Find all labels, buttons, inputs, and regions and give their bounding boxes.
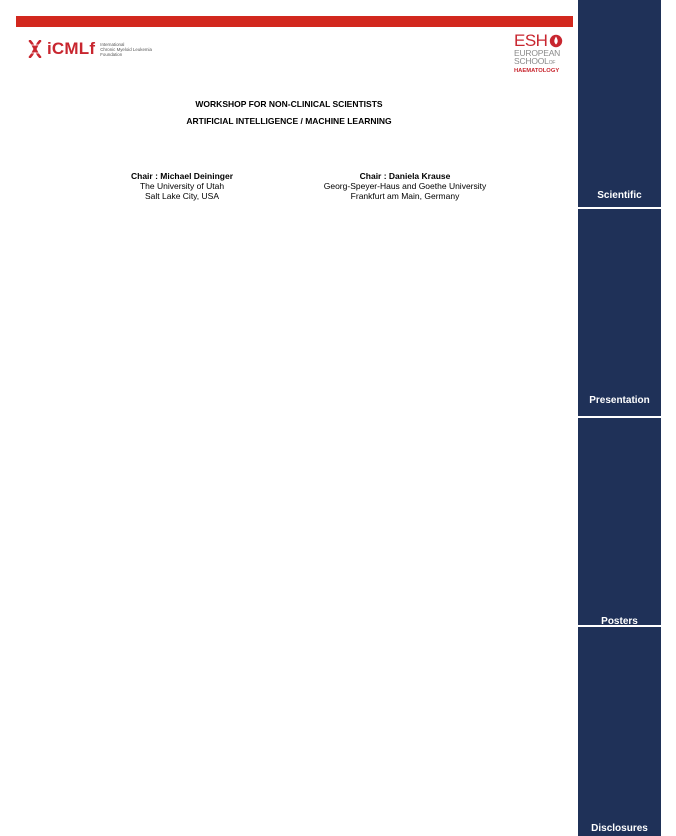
chromosome-icon — [27, 40, 43, 58]
chair-affiliation: Georg-Speyer-Haus and Goethe University — [323, 181, 487, 191]
workshop-subtitle: ARTIFICIAL INTELLIGENCE / MACHINE LEARNING — [186, 116, 392, 126]
tab-scientific-program[interactable]: Scientific — [578, 0, 661, 207]
circle-drop-icon — [549, 34, 563, 48]
chair-block-krause — [300, 171, 510, 201]
icmlf-logo — [27, 38, 152, 60]
chair-name: Chair : Michael Deininger — [130, 171, 234, 181]
esh-logo — [514, 33, 564, 77]
chair-block-deininger — [112, 171, 252, 201]
chair-name: Chair : Daniela Krause — [359, 171, 451, 181]
esh-abbr: ESH — [514, 31, 548, 50]
esh-line-haematology: HAEMATOLOGY — [514, 67, 560, 74]
section-sidebar — [578, 0, 676, 836]
header-bar — [16, 16, 573, 27]
icmlf-subtitle: International Chronic Myeloid Leukemia Foundation — [100, 41, 152, 57]
esh-line-european: EUROPEAN — [514, 48, 561, 58]
icmlf-wordmark: iCMLf — [47, 39, 96, 58]
tab-disclosures[interactable]: Disclosures — [578, 627, 661, 836]
tab-posters[interactable]: Posters — [578, 418, 661, 625]
chair-affiliation: The University of Utah — [139, 181, 225, 191]
chair-location: Salt Lake City, USA — [144, 191, 219, 201]
esh-line-school: SCHOOLOF — [514, 56, 556, 67]
workshop-title: WORKSHOP FOR NON-CLINICAL SCIENTISTS — [195, 99, 383, 109]
tab-presentation-summaries[interactable]: Presentation — [578, 209, 661, 416]
chair-location: Frankfurt am Main, Germany — [350, 191, 460, 201]
